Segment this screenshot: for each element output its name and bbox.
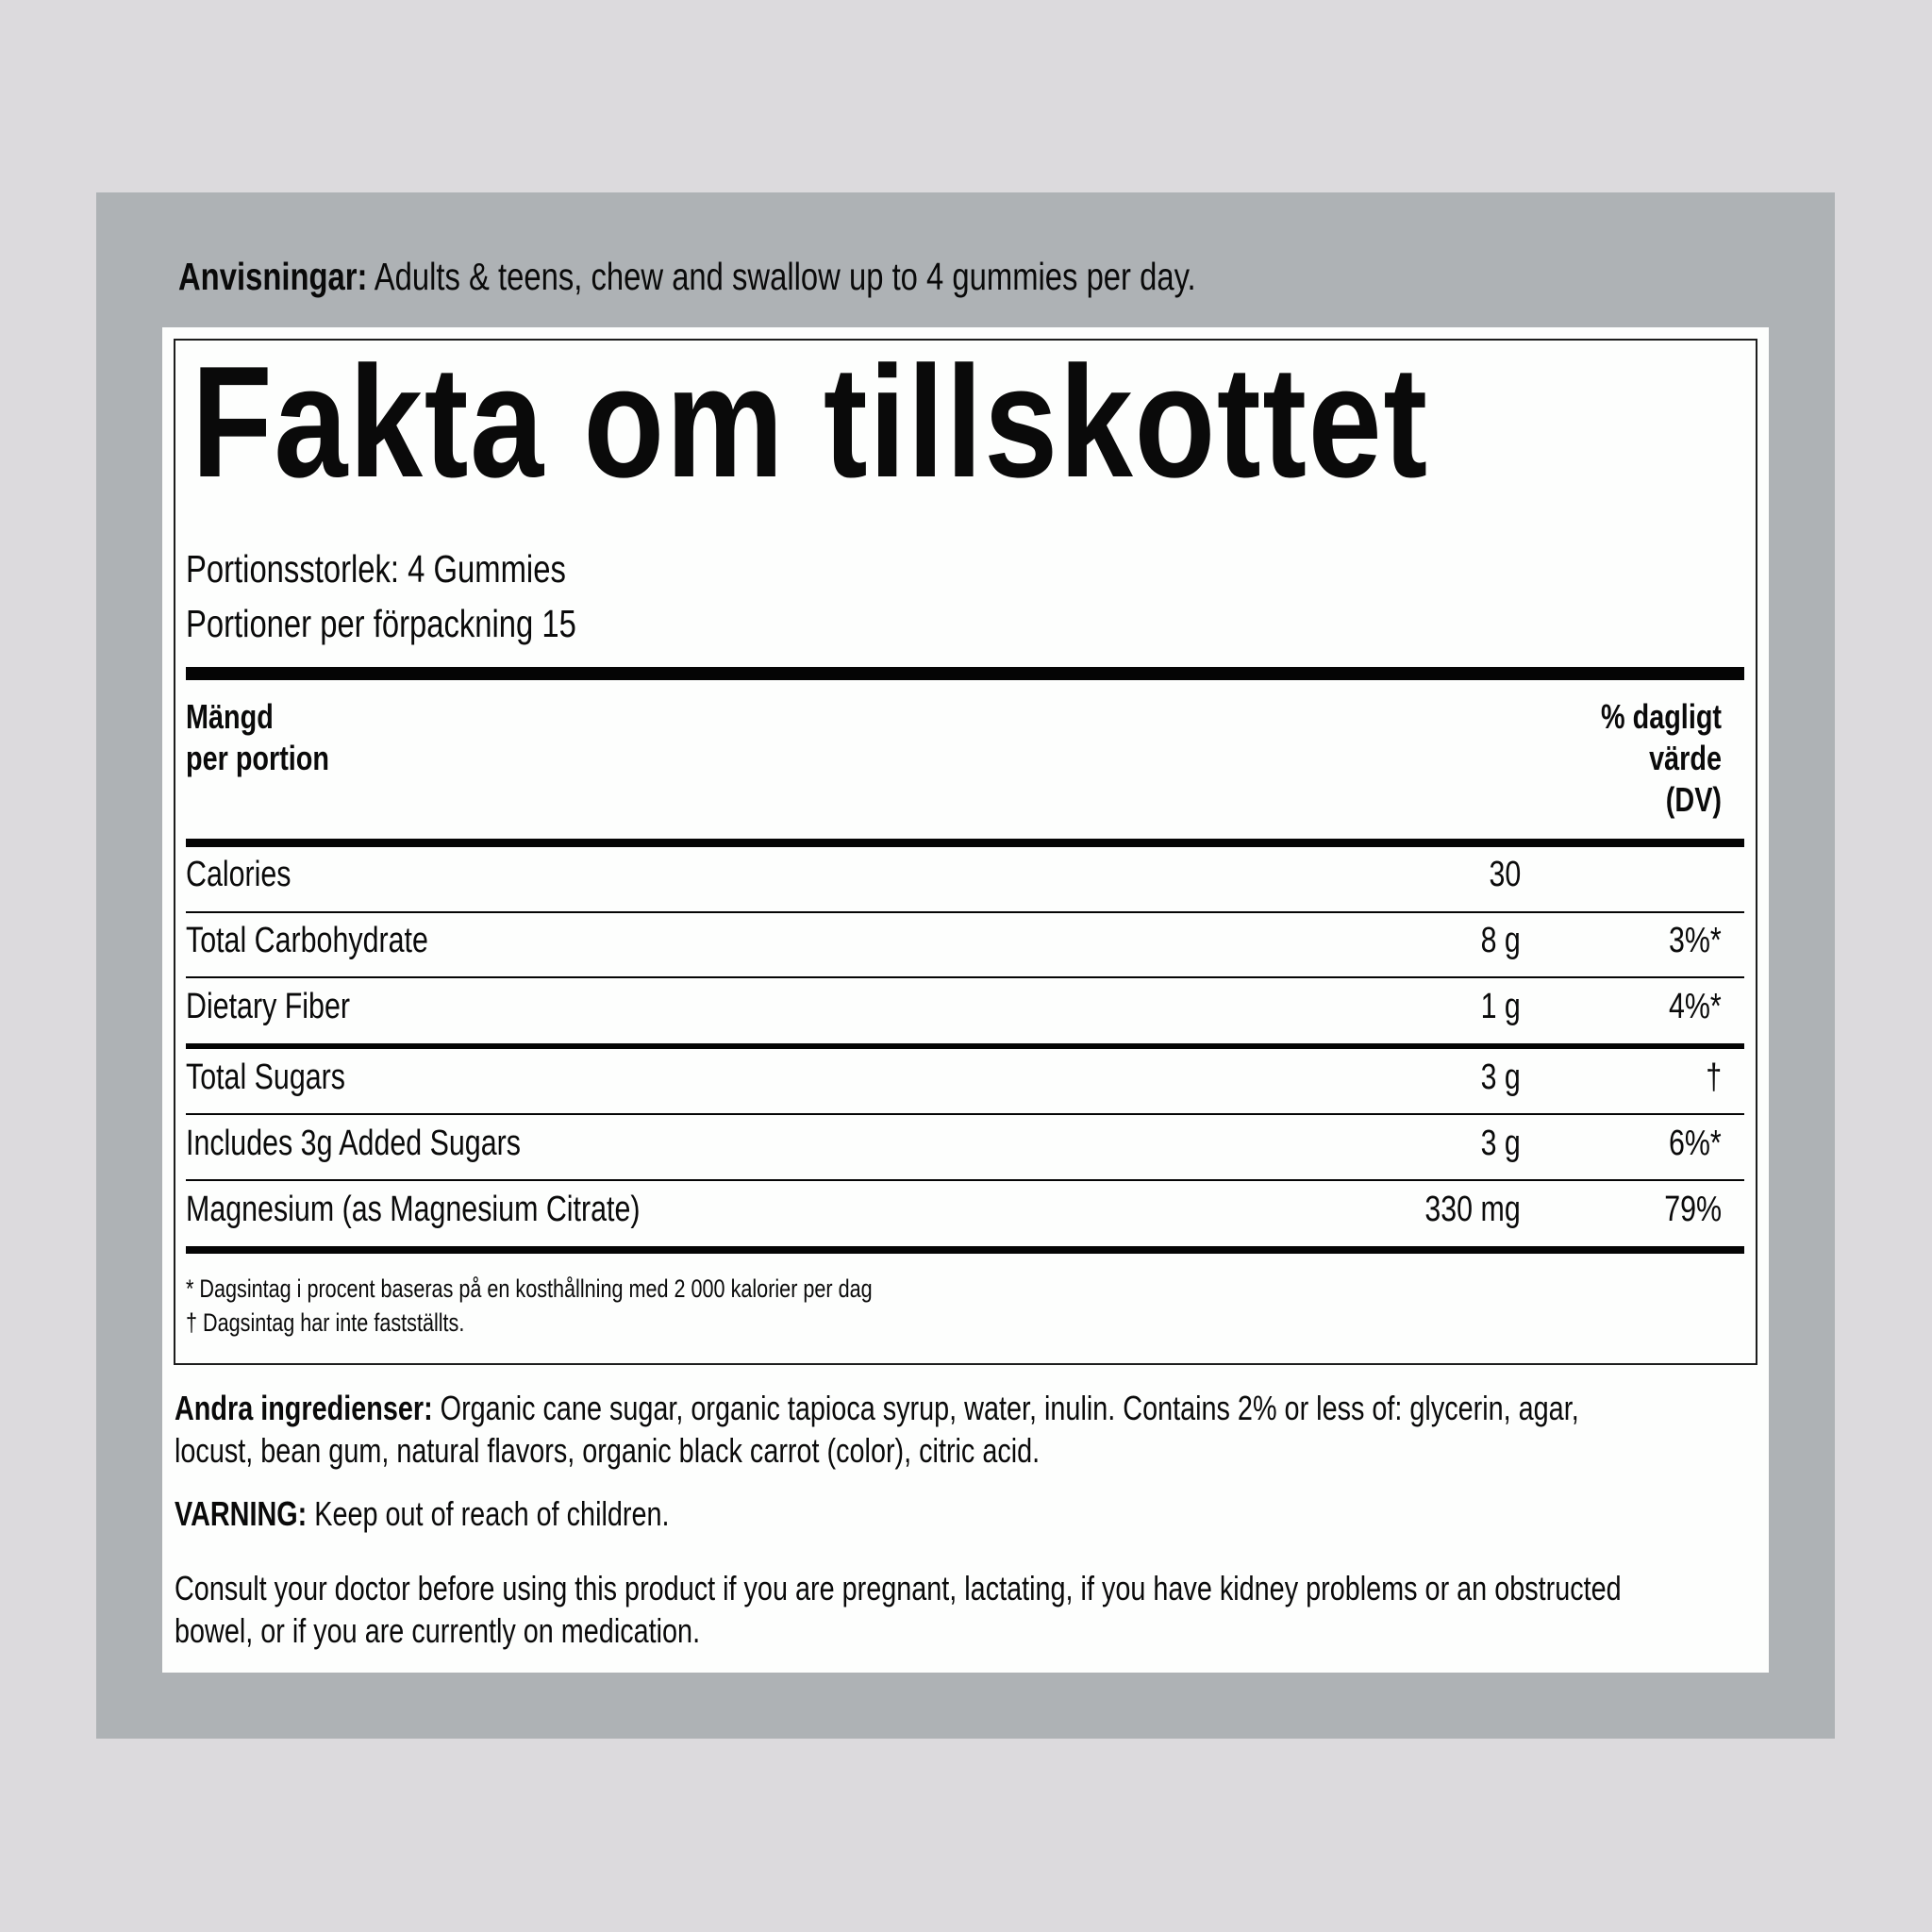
thick-row-divider [186,1043,1744,1049]
nutrient-label: Calories [186,855,291,894]
footnote-not-established: † Dagsintag har inte fastställts. [186,1308,465,1337]
nutrient-amount: 8 g [1480,921,1521,960]
other-ingredients-line2: locust, bean gum, natural flavors, organic black carrot (color), citric acid. [175,1431,1041,1470]
nutrient-label: Dietary Fiber [186,987,350,1026]
nutrient-dv: 79% [1664,1190,1722,1229]
warning [175,1492,670,1535]
row-divider [186,1179,1744,1181]
serving-size: Portionsstorlek: 4 Gummies [186,547,566,591]
other-ingredients-label: Andra ingredienser: [175,1389,433,1427]
facts-title: Fakta om tillskottet [192,333,1429,510]
nutrient-amount: 1 g [1480,987,1521,1026]
dv-header-line1: % dagligt [1601,697,1722,736]
nutrient-dv: † [1706,1058,1722,1097]
nutrient-label: Includes 3g Added Sugars [186,1124,521,1163]
directions-text: Adults & teens, chew and swallow up to 4 gummies per day. [367,255,1196,298]
amount-header-line1: Mängd [186,697,274,736]
nutrient-label: Total Carbohydrate [186,921,428,960]
thick-rule-bottom [186,1246,1744,1254]
nutrient-amount: 3 g [1480,1124,1521,1163]
daily-value-header [1601,696,1722,821]
other-ingredients-line1: Organic cane sugar, organic tapioca syrup, water, inulin. Contains 2% or less of: glycerin, agar, [432,1389,1579,1427]
thick-rule-top [186,667,1744,680]
dv-header-line3: (DV) [1665,780,1722,819]
directions [178,255,1196,298]
caution-line2: bowel, or if you are currently on medication. [175,1611,701,1650]
servings-per-container: Portioner per förpackning 15 [186,602,576,645]
thick-rule-header [186,839,1744,847]
caution-line1: Consult your doctor before using this product if you are pregnant, lactating, if you have kidney problems or an obstructed [175,1569,1622,1607]
nutrient-dv: 4%* [1669,987,1722,1026]
nutrient-amount: 330 mg [1424,1190,1521,1229]
nutrient-label: Magnesium (as Magnesium Citrate) [186,1190,641,1229]
amount-header-line2: per portion [186,739,329,777]
row-divider [186,911,1744,913]
nutrient-dv: 3%* [1669,921,1722,960]
nutrient-amount: 3 g [1480,1058,1521,1097]
nutrient-amount: 30 [1489,855,1521,894]
warning-text: Keep out of reach of children. [307,1494,670,1533]
nutrient-label: Total Sugars [186,1058,345,1097]
dv-header-line2: värde [1649,739,1722,777]
row-divider [186,976,1744,978]
other-ingredients [175,1387,1579,1429]
directions-label: Anvisningar: [178,255,368,298]
row-divider [186,1113,1744,1115]
warning-label: VARNING: [175,1494,308,1533]
footnote-daily-value: * Dagsintag i procent baseras på en kosthållning med 2 000 kalorier per dag [186,1274,873,1303]
nutrient-dv: 6%* [1669,1124,1722,1163]
amount-per-serving-header [186,696,329,779]
